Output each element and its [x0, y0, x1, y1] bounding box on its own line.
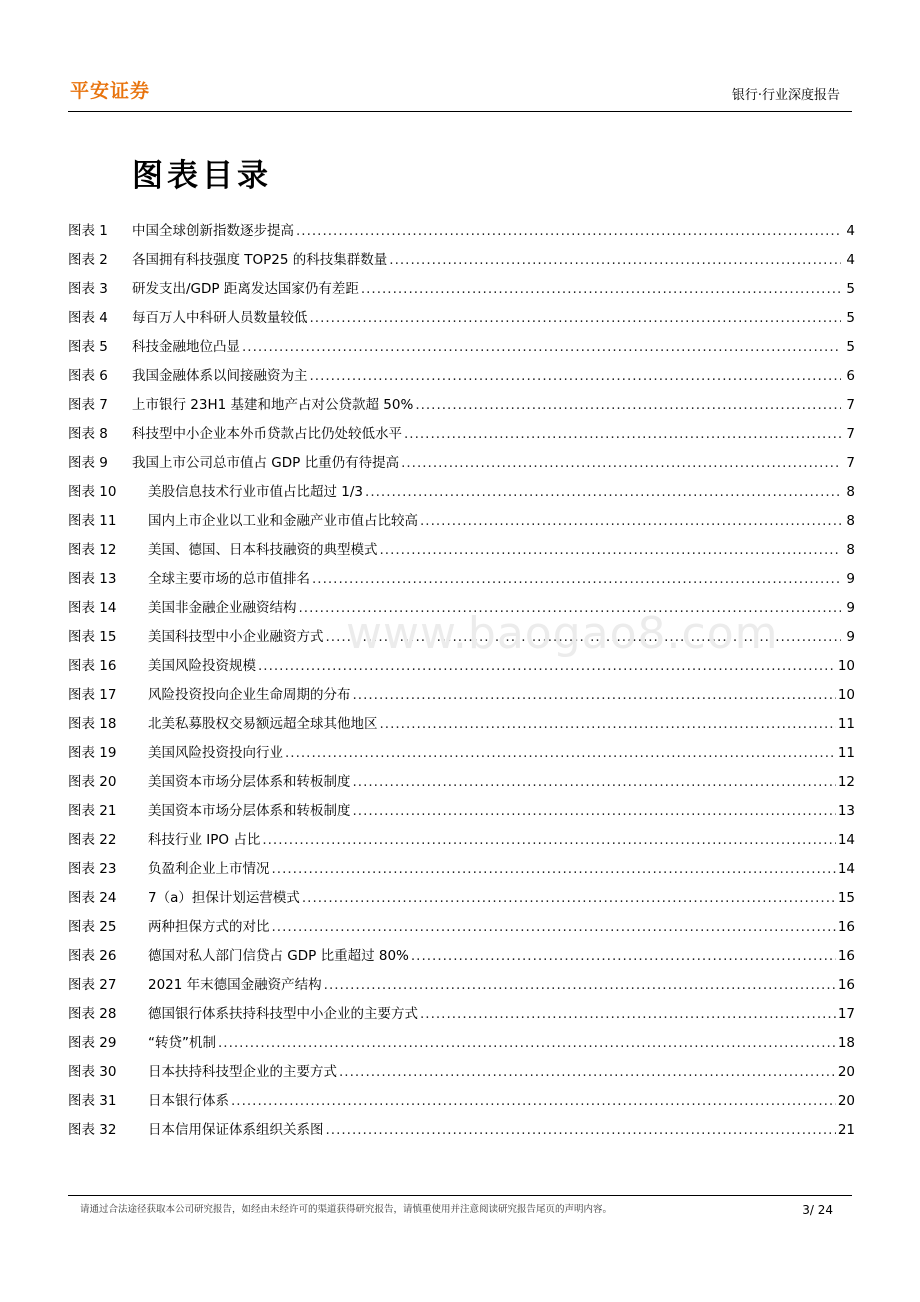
toc-entry-title: 每百万人中科研人员数量较低 — [132, 310, 308, 326]
toc-entry-label: 图表 9 — [68, 455, 108, 471]
toc-entry-page: 21 — [837, 1122, 855, 1138]
toc-entry-label: 图表 29 — [68, 1035, 117, 1051]
toc-entry-label: 图表 10 — [68, 484, 117, 500]
toc-entry-label: 图表 1 — [68, 223, 108, 239]
toc-leader-dots — [380, 716, 836, 732]
toc-entry[interactable] — [68, 509, 855, 538]
toc-entry-page: 18 — [837, 1035, 855, 1051]
toc-entry-title: 全球主要市场的总市值排名 — [148, 571, 310, 587]
toc-entry-title: 日本扶持科技型企业的主要方式 — [148, 1064, 337, 1080]
toc-entry[interactable] — [68, 1089, 855, 1118]
toc-entry-label: 图表 11 — [68, 513, 117, 529]
toc-entry[interactable] — [68, 1031, 855, 1060]
toc-entry-page: 11 — [837, 745, 855, 761]
toc-entry-label: 图表 15 — [68, 629, 117, 645]
toc-entry-title: 日本信用保证体系组织关系图 — [148, 1122, 324, 1138]
toc-leader-dots — [310, 310, 842, 326]
toc-entry[interactable] — [68, 306, 855, 335]
toc-entry[interactable] — [68, 277, 855, 306]
toc-entry[interactable] — [68, 596, 855, 625]
toc-leader-dots — [380, 542, 842, 558]
company-logo: 平安证券 — [70, 80, 151, 102]
toc-leader-dots — [324, 977, 836, 993]
toc-entry-title: “转贷”机制 — [148, 1035, 216, 1051]
toc-entry-page: 8 — [846, 542, 855, 558]
toc-entry-page: 20 — [837, 1093, 855, 1109]
toc-entry-title: 美股信息技术行业市值占比超过 1/3 — [148, 484, 364, 500]
toc-entry-title: 美国非金融企业融资结构 — [148, 600, 297, 616]
toc-leader-dots — [231, 1093, 836, 1109]
toc-entry-title: 美国资本市场分层体系和转板制度 — [148, 774, 351, 790]
toc-leader-dots — [365, 484, 841, 500]
toc-leader-dots — [272, 861, 836, 877]
toc-entry-title: 各国拥有科技强度 TOP25 的科技集群数量 — [132, 252, 388, 268]
toc-entry-page: 7 — [846, 455, 855, 471]
toc-entry-label: 图表 2 — [68, 252, 108, 268]
toc-leader-dots — [296, 223, 841, 239]
toc-entry-title: 负盈利企业上市情况 — [148, 861, 270, 877]
toc-leader-dots — [302, 890, 836, 906]
toc-entry-label: 图表 19 — [68, 745, 117, 761]
toc-entry-label: 图表 5 — [68, 339, 108, 355]
toc-entry[interactable] — [68, 422, 855, 451]
toc-leader-dots — [272, 919, 836, 935]
footer-disclaimer: 请通过合法途径获取本公司研究报告，如经由未经许可的渠道获得研究报告，请慎重使用并注意阅读研究报告尾页的声明内容。 — [80, 1204, 613, 1215]
toc-leader-dots — [339, 1064, 836, 1080]
toc-entry-page: 15 — [837, 890, 855, 906]
toc-entry-label: 图表 12 — [68, 542, 117, 558]
toc-entry-page: 7 — [846, 426, 855, 442]
toc-entry-label: 图表 22 — [68, 832, 117, 848]
chart-index — [68, 219, 855, 1147]
toc-entry-label: 图表 21 — [68, 803, 117, 819]
toc-entry-label: 图表 3 — [68, 281, 108, 297]
toc-entry-label: 图表 8 — [68, 426, 108, 442]
toc-leader-dots — [404, 426, 841, 442]
toc-entry[interactable] — [68, 799, 855, 828]
toc-entry-page: 16 — [837, 919, 855, 935]
toc-entry[interactable] — [68, 219, 855, 248]
toc-entry[interactable] — [68, 364, 855, 393]
toc-entry-title: 2021 年末德国金融资产结构 — [148, 977, 322, 993]
header-divider — [68, 111, 852, 112]
toc-entry[interactable] — [68, 886, 855, 915]
toc-entry-page: 8 — [846, 484, 855, 500]
toc-entry-title: 美国风险投资规模 — [148, 658, 256, 674]
toc-entry[interactable] — [68, 915, 855, 944]
toc-entry[interactable] — [68, 335, 855, 364]
toc-entry-title: 美国科技型中小企业融资方式 — [148, 629, 324, 645]
toc-entry-label: 图表 31 — [68, 1093, 117, 1109]
toc-leader-dots — [411, 948, 836, 964]
toc-leader-dots — [353, 803, 836, 819]
toc-entry-title: 7（a）担保计划运营模式 — [148, 890, 300, 906]
toc-entry-page: 5 — [846, 281, 855, 297]
toc-leader-dots — [420, 1006, 836, 1022]
toc-entry-label: 图表 24 — [68, 890, 117, 906]
toc-entry-page: 20 — [837, 1064, 855, 1080]
toc-entry-label: 图表 30 — [68, 1064, 117, 1080]
toc-leader-dots — [326, 629, 842, 645]
toc-entry-page: 4 — [846, 252, 855, 268]
toc-entry-label: 图表 14 — [68, 600, 117, 616]
toc-entry[interactable] — [68, 828, 855, 857]
toc-entry-title: 德国银行体系扶持科技型中小企业的主要方式 — [148, 1006, 418, 1022]
toc-entry[interactable] — [68, 857, 855, 886]
toc-leader-dots — [353, 687, 836, 703]
toc-entry-page: 12 — [837, 774, 855, 790]
toc-entry-page: 17 — [837, 1006, 855, 1022]
toc-entry[interactable] — [68, 1002, 855, 1031]
toc-entry-label: 图表 27 — [68, 977, 117, 993]
toc-entry-page: 5 — [846, 339, 855, 355]
toc-entry-page: 10 — [837, 687, 855, 703]
toc-entry-label: 图表 28 — [68, 1006, 117, 1022]
toc-leader-dots — [218, 1035, 836, 1051]
toc-entry-page: 9 — [846, 600, 855, 616]
toc-entry-title: 我国上市公司总市值占 GDP 比重仍有待提高 — [132, 455, 400, 471]
toc-entry-page: 13 — [837, 803, 855, 819]
toc-entry-label: 图表 26 — [68, 948, 117, 964]
toc-leader-dots — [262, 832, 835, 848]
toc-entry-page: 14 — [837, 832, 855, 848]
toc-entry-page: 14 — [837, 861, 855, 877]
page-number: 3/ 24 — [802, 1203, 833, 1217]
toc-entry-title: 日本银行体系 — [148, 1093, 229, 1109]
toc-entry-page: 8 — [846, 513, 855, 529]
toc-entry[interactable] — [68, 538, 855, 567]
toc-entry-label: 图表 7 — [68, 397, 108, 413]
toc-leader-dots — [312, 571, 841, 587]
toc-entry-page: 5 — [846, 310, 855, 326]
toc-entry-title: 国内上市企业以工业和金融产业市值占比较高 — [148, 513, 418, 529]
toc-entry-title: 美国风险投资投向行业 — [148, 745, 283, 761]
toc-entry[interactable] — [68, 480, 855, 509]
toc-entry-page: 10 — [837, 658, 855, 674]
toc-entry[interactable] — [68, 1118, 855, 1147]
toc-entry-title: 德国对私人部门信贷占 GDP 比重超过 80% — [148, 948, 409, 964]
toc-entry[interactable] — [68, 683, 855, 712]
toc-entry-title: 科技型中小企业本外币贷款占比仍处较低水平 — [132, 426, 402, 442]
toc-leader-dots — [401, 455, 841, 471]
toc-leader-dots — [258, 658, 836, 674]
toc-entry[interactable] — [68, 973, 855, 1002]
toc-entry-page: 9 — [846, 629, 855, 645]
report-type: 银行·行业深度报告 — [731, 88, 840, 103]
toc-entry[interactable] — [68, 944, 855, 973]
toc-entry-page: 9 — [846, 571, 855, 587]
toc-entry-title: 北美私募股权交易额远超全球其他地区 — [148, 716, 378, 732]
toc-entry-title: 风险投资投向企业生命周期的分布 — [148, 687, 351, 703]
toc-entry-title: 科技金融地位凸显 — [132, 339, 240, 355]
toc-entry[interactable] — [68, 393, 855, 422]
toc-leader-dots — [326, 1122, 836, 1138]
toc-entry[interactable] — [68, 625, 855, 654]
watermark: www.baogao8.com — [346, 608, 779, 659]
toc-entry-title: 科技行业 IPO 占比 — [148, 832, 261, 848]
toc-entry-label: 图表 20 — [68, 774, 117, 790]
toc-entry-label: 图表 6 — [68, 368, 108, 384]
toc-entry[interactable] — [68, 1060, 855, 1089]
toc-entry-page: 11 — [837, 716, 855, 732]
toc-leader-dots — [242, 339, 841, 355]
toc-entry[interactable] — [68, 248, 855, 277]
toc-leader-dots — [415, 397, 841, 413]
toc-leader-dots — [285, 745, 836, 761]
toc-entry-label: 图表 18 — [68, 716, 117, 732]
toc-entry-title: 研发支出/GDP 距离发达国家仍有差距 — [132, 281, 359, 297]
toc-entry-title: 我国金融体系以间接融资为主 — [132, 368, 308, 384]
toc-entry[interactable] — [68, 567, 855, 596]
toc-entry-label: 图表 17 — [68, 687, 117, 703]
toc-entry-title: 上市银行 23H1 基建和地产占对公贷款超 50% — [132, 397, 414, 413]
toc-entry[interactable] — [68, 654, 855, 683]
toc-entry-title: 两种担保方式的对比 — [148, 919, 270, 935]
footer-divider — [68, 1195, 852, 1196]
toc-entry-label: 图表 13 — [68, 571, 117, 587]
toc-entry[interactable] — [68, 451, 855, 480]
toc-entry[interactable] — [68, 741, 855, 770]
toc-entry-page: 16 — [837, 948, 855, 964]
toc-entry-label: 图表 16 — [68, 658, 117, 674]
toc-entry[interactable] — [68, 770, 855, 799]
toc-leader-dots — [389, 252, 841, 268]
toc-entry-page: 4 — [846, 223, 855, 239]
toc-entry[interactable] — [68, 712, 855, 741]
toc-leader-dots — [310, 368, 842, 384]
toc-entry-title: 美国、德国、日本科技融资的典型模式 — [148, 542, 378, 558]
toc-leader-dots — [299, 600, 842, 616]
toc-entry-page: 6 — [846, 368, 855, 384]
toc-leader-dots — [420, 513, 841, 529]
page-title: 图表目录 — [132, 158, 272, 194]
toc-entry-label: 图表 23 — [68, 861, 117, 877]
toc-leader-dots — [361, 281, 841, 297]
toc-entry-label: 图表 25 — [68, 919, 117, 935]
toc-entry-label: 图表 4 — [68, 310, 108, 326]
toc-entry-page: 16 — [837, 977, 855, 993]
toc-entry-title: 美国资本市场分层体系和转板制度 — [148, 803, 351, 819]
toc-entry-page: 7 — [846, 397, 855, 413]
toc-leader-dots — [353, 774, 836, 790]
toc-entry-label: 图表 32 — [68, 1122, 117, 1138]
toc-entry-title: 中国全球创新指数逐步提高 — [132, 223, 294, 239]
